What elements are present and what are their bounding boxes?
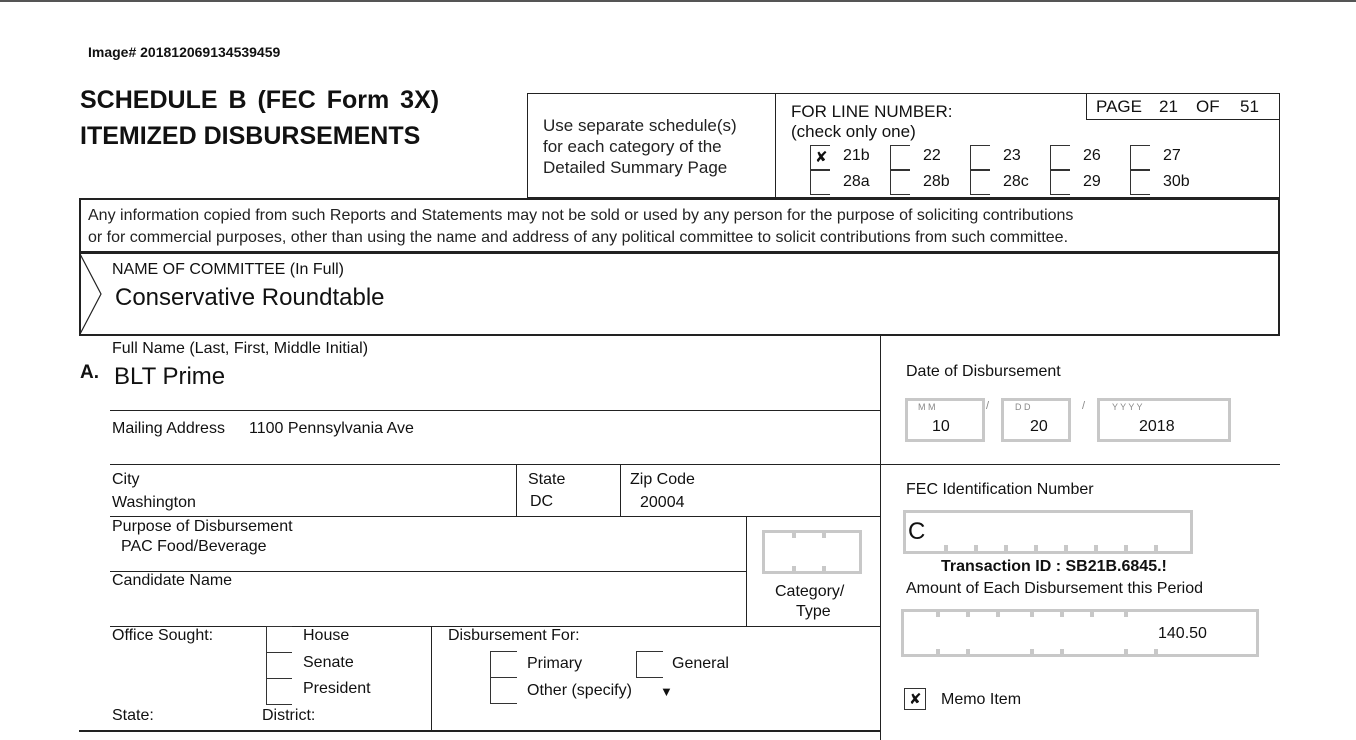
disb-for-label: Disbursement For:: [448, 627, 580, 644]
line-22-label: 22: [923, 147, 941, 164]
tick-mark: [966, 612, 970, 617]
month-hint: M M: [918, 402, 936, 412]
line-30b-checkbox[interactable]: [1130, 170, 1150, 195]
memo-label: Memo Item: [941, 691, 1022, 708]
of-label: OF: [1196, 97, 1220, 116]
tick-mark: [1060, 649, 1064, 654]
tick-mark: [944, 545, 948, 551]
image-id: Image# 201812069134539459: [88, 44, 281, 60]
checkmark-icon: ✘: [909, 691, 922, 708]
page-number: 21: [1159, 97, 1178, 116]
divider: [746, 516, 747, 626]
mailing-address[interactable]: 1100 Pennsylvania Ave: [249, 420, 414, 437]
checkmark-icon: ✘: [815, 149, 828, 166]
tick-mark: [822, 566, 826, 571]
primary-label: Primary: [527, 655, 583, 672]
line-22-checkbox[interactable]: [890, 145, 910, 170]
amount-value: 140.50: [1158, 625, 1207, 642]
candidate-label: Candidate Name: [112, 572, 233, 589]
full-name-label: Full Name (Last, First, Middle Initial): [112, 340, 369, 357]
instruction-text: Use separate schedule(s) for each category of the Detailed Summary Page: [543, 116, 737, 177]
day-hint: D D: [1015, 402, 1031, 412]
tick-mark: [1034, 545, 1038, 551]
line-26-label: 26: [1083, 147, 1101, 164]
year-hint: Y Y Y Y: [1112, 402, 1143, 412]
tick-mark: [1124, 545, 1128, 551]
line-21b-checkbox[interactable]: [810, 145, 830, 170]
date-slash: /: [1082, 400, 1086, 412]
payee-name[interactable]: BLT Prime: [114, 363, 226, 390]
page-label: PAGE: [1096, 97, 1142, 116]
city-value[interactable]: Washington: [112, 494, 196, 511]
fec-prefix: C: [908, 518, 926, 545]
general-checkbox[interactable]: [636, 651, 663, 678]
type-label: Type: [796, 603, 831, 620]
purpose-label: Purpose of Disbursement: [112, 518, 293, 535]
line-21b-label: 21b: [843, 147, 870, 164]
tick-mark: [936, 649, 940, 654]
year-value: 2018: [1139, 418, 1175, 435]
tick-mark: [1124, 612, 1128, 617]
other-checkbox[interactable]: [490, 677, 517, 704]
president-label: President: [303, 680, 371, 697]
line-28a-checkbox[interactable]: [810, 170, 830, 195]
senate-checkbox[interactable]: [266, 652, 292, 679]
check-only-one: (check only one): [791, 122, 916, 141]
divider: [110, 516, 746, 517]
day-value: 20: [1030, 418, 1048, 435]
tick-mark: [1004, 545, 1008, 551]
date-label: Date of Disbursement: [906, 363, 1061, 380]
house-label: House: [303, 627, 350, 644]
arrow-down-icon: ▼: [660, 684, 673, 699]
state-value[interactable]: DC: [530, 493, 554, 510]
divider: [516, 464, 517, 516]
schedule-title: SCHEDULE B (FEC Form 3X): [80, 86, 440, 114]
category-type-box[interactable]: [762, 530, 862, 574]
line-23-label: 23: [1003, 147, 1021, 164]
top-border: [0, 0, 1356, 2]
transaction-id: Transaction ID : SB21B.6845.!: [941, 558, 1167, 575]
total-pages: 51: [1240, 97, 1259, 116]
line-26-checkbox[interactable]: [1050, 145, 1070, 170]
committee-name: Conservative Roundtable: [115, 284, 385, 311]
line-number-label: FOR LINE NUMBER:: [791, 102, 953, 121]
bottom-border: [79, 730, 880, 732]
tick-mark: [1064, 545, 1068, 551]
purpose-value[interactable]: PAC Food/Beverage: [121, 538, 267, 555]
tick-mark: [792, 533, 796, 538]
line-27-label: 27: [1163, 147, 1181, 164]
line-29-checkbox[interactable]: [1050, 170, 1070, 195]
divider: [746, 516, 880, 517]
fec-id-label: FEC Identification Number: [906, 481, 1094, 498]
senate-label: Senate: [303, 654, 354, 671]
line-28a-label: 28a: [843, 173, 870, 190]
column-divider: [880, 336, 881, 740]
tick-mark: [792, 566, 796, 571]
primary-checkbox[interactable]: [490, 651, 517, 678]
entry-letter: A.: [80, 362, 99, 383]
date-slash: /: [986, 400, 990, 412]
month-value: 10: [932, 418, 950, 435]
form-subtitle: ITEMIZED DISBURSEMENTS: [80, 122, 421, 150]
state-field-label: State:: [112, 707, 154, 724]
tick-mark: [1094, 545, 1098, 551]
arrow-marker-icon: [79, 252, 105, 336]
general-label: General: [672, 655, 729, 672]
zip-label: Zip Code: [630, 471, 695, 488]
mailing-label: Mailing Address: [112, 420, 225, 437]
tick-mark: [974, 545, 978, 551]
city-label: City: [112, 471, 140, 488]
tick-mark: [1090, 612, 1094, 617]
divider: [431, 626, 432, 730]
committee-label: NAME OF COMMITTEE (In Full): [112, 261, 344, 278]
line-27-checkbox[interactable]: [1130, 145, 1150, 170]
tick-mark: [1154, 649, 1158, 654]
line-28c-label: 28c: [1003, 173, 1029, 190]
tick-mark: [1030, 612, 1034, 617]
house-checkbox[interactable]: [266, 626, 292, 653]
category-label: Category/: [775, 583, 845, 600]
line-23-checkbox[interactable]: [970, 145, 990, 170]
memo-checkbox[interactable]: [904, 688, 926, 710]
line-28b-checkbox[interactable]: [890, 170, 910, 195]
tick-mark: [1060, 612, 1064, 617]
divider: [620, 464, 621, 516]
president-checkbox[interactable]: [266, 678, 292, 705]
line-30b-label: 30b: [1163, 173, 1190, 190]
notice-line1: Any information copied from such Reports and Statements may not be sold or used by any person for the purpose of soliciting contributions: [88, 207, 1074, 224]
office-label: Office Sought:: [112, 627, 214, 644]
divider: [110, 410, 880, 411]
state-label: State: [528, 471, 566, 488]
tick-mark: [822, 533, 826, 538]
line-28b-label: 28b: [923, 173, 950, 190]
line-29-label: 29: [1083, 173, 1101, 190]
tick-mark: [996, 612, 1000, 617]
line-28c-checkbox[interactable]: [970, 170, 990, 195]
tick-mark: [966, 649, 970, 654]
tick-mark: [936, 612, 940, 617]
other-label: Other (specify): [527, 682, 632, 699]
district-label: District:: [262, 707, 316, 724]
tick-mark: [1124, 649, 1128, 654]
tick-mark: [1030, 649, 1034, 654]
tick-mark: [1154, 545, 1158, 551]
divider: [110, 464, 1280, 465]
zip-value[interactable]: 20004: [640, 494, 685, 511]
notice-line2: or for commercial purposes, other than using the name and address of any political committee to solicit contributions from such committee.: [88, 229, 1069, 246]
amount-label: Amount of Each Disbursement this Period: [906, 580, 1204, 597]
